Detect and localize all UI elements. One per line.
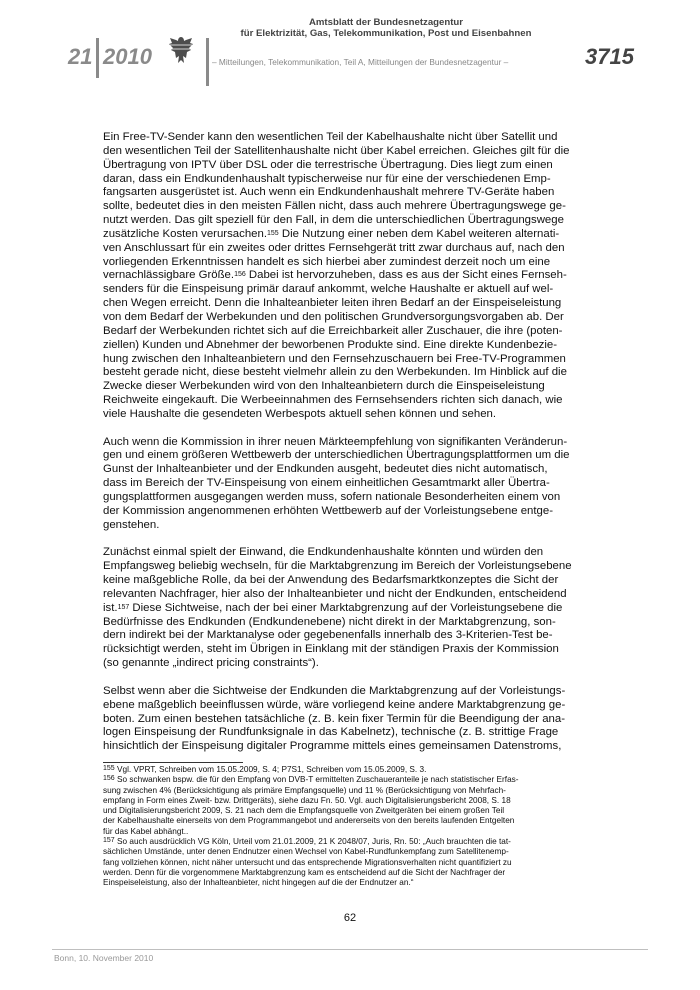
footnote-155 xyxy=(103,765,597,775)
footnote-line: $^{156}$ So schwanken bspw. die für den Empfang von DVB-T ermittelten Zuschaueranteile je nach statistischer Erfas- xyxy=(103,775,519,785)
paragraph-line: Reichweite eingekauft. Die Werbeeinnahmen des Fernsehsenders richten sich danach, wie xyxy=(103,394,563,407)
paragraph-line: Gunst der Inhalteanbieter und der Endkunden ausgeht, bedeutet dies nicht automatisch, xyxy=(103,463,548,476)
paragraph-1 xyxy=(103,131,597,422)
paragraph-line: ven Anschlussart für ein zweites oder drittes Fernsehgerät tritt zwar durchaus auf, nach den xyxy=(103,241,565,254)
paragraph-line: den wesentlichen Teil der Satellitenhaushalte nicht über Kabel erreichen. Gleiches gilt für die xyxy=(103,144,570,157)
footnote-ref: 157 xyxy=(117,603,130,611)
footnote-line: fang vollziehen können, nicht näher untersucht und das entsprechende Migrationsverhalten nicht quantifiziert zu xyxy=(103,857,512,867)
footnotes xyxy=(103,765,597,889)
paragraph-line: fangsarten ausgerüstet ist. Auch wenn ein Endkundenhaushalt mehrere TV-Geräte haben xyxy=(103,186,555,199)
paragraph-line: der Kommission angenommenen erhöhten Wettbewerb auf der Vorleistungsebene entge- xyxy=(103,504,553,517)
paragraph-line: Ein Free-TV-Sender kann den wesentlichen Teil der Kabelhaushalte nicht über Satellit und xyxy=(103,131,558,143)
paragraph-line: gen und einem größeren Wettbewerb der unterschiedlichen Übertragungsplattformen um die xyxy=(103,449,570,462)
paragraph-3 xyxy=(103,546,597,671)
paragraph-line: zusätzliche Kosten verursachen.$^{155}$ Die Nutzung einer neben dem Kabel weiteren alternati- xyxy=(103,227,560,240)
federal-eagle-icon xyxy=(166,34,196,68)
paragraph-line: boten. Zum einen bestehen tatsächliche (z. B. kein fixer Termin für die Beendigung der ana- xyxy=(103,712,566,725)
footer-date: Bonn, 10. November 2010 xyxy=(54,953,154,963)
paragraph-line: Bedürfnisse des Endkunden (Endkundenebene) nicht direkt in der Marktabgrenzung, son- xyxy=(103,615,556,628)
paragraph-line: dass im Bereich der TV-Einspeisung von einem einheitlichen Gesamtmarkt aller Übertra- xyxy=(103,477,550,490)
footnote-line: empfang in Form eines Zweit- bzw. Drittgeräts), siehe dazu Fn. 50. Vgl. auch Digitalisierungsbericht 2008, S. 18 xyxy=(103,795,511,805)
footnote-line: und Digitalisierungsbericht 2009, S. 21 nach dem die Empfangsquelle von Zweitgeräten bei einem großen Teil xyxy=(103,806,505,816)
section-subtitle: – Mitteilungen, Telekommunikation, Teil A, Mitteilungen der Bundesnetzagentur – xyxy=(212,57,509,67)
footnote-line: werden. Denn für die vorgenommene Marktabgrenzung kam es entscheidend auf die Sicht der Nachfrager der xyxy=(103,867,506,877)
paragraph-line: relevanten Nachfrager, hier also der Inhalteanbieter und nicht der Endkunden, entscheidend xyxy=(103,587,567,600)
footnote-line: Einspeiseleistung, also der Inhalteanbieter, nicht hingegen auf die der Endnutzer an.“ xyxy=(103,878,414,888)
paragraph-line: chen Wegen erreicht. Denn die Inhalteanbieter leiten ihren Bedarf an der Einspeiseleistung xyxy=(103,297,562,310)
footnote-ref: 155 xyxy=(267,229,279,237)
paragraph-line: hung zwischen den Inhalteanbietern und den Fernsehzuschauern bei Free-TV-Programmen xyxy=(103,352,566,365)
paragraph-2 xyxy=(103,436,597,533)
paragraph-line: von dem Bedarf der Werbekunden und den politischen Grundversorgungsvorgaben ab. Der xyxy=(103,310,564,323)
footnote-line: $^{155}$ Vgl. VPRT, Schreiben vom 15.05.2009, S. 4; P7S1, Schreiben vom 15.05.2009, S. 3. xyxy=(103,765,427,774)
paragraph-4 xyxy=(103,685,597,754)
paragraph-line: hinsichtlich der Einspeisung digitaler Programme mittels eines gemeinsamen Datenstroms, xyxy=(103,740,562,753)
paragraph-line: keine maßgebliche Rolle, da bei der Anwendung des Bedarfsmarktkonzeptes die Sicht der xyxy=(103,574,559,587)
publication-subtitle: für Elektrizität, Gas, Telekommunikation, Post und Eisenbahnen xyxy=(240,28,532,39)
paragraph-line: logen Einspeisung der Rundfunksignale in das Kabelnetz), technische (z. B. strittige Frage xyxy=(103,726,559,739)
main-text xyxy=(103,131,597,768)
paragraph-line: Empfangsweg beliebig wechseln, für die Marktabgrenzung im Bereich der Vorleistungsebene xyxy=(103,560,572,573)
paragraph-line: ziellen) Kunden und Abnehmer der beworbenen Produkte sind. Eine direkte Kundenbezie- xyxy=(103,338,558,351)
footnote-line: sächlichen Umstände, unter denen Endnutzer einen Wechsel von Kabel-Rundfunkempfang zum Satellitenemp- xyxy=(103,847,509,857)
paragraph-line: senders für die Einspeisung primär darauf ankommt, welche Haushalte er aktuell auf wel- xyxy=(103,283,554,296)
paragraph-line: ist.$^{157}$ Diese Sichtweise, nach der bei einer Marktabgrenzung auf der Vorleistungsebene die xyxy=(103,601,563,614)
page-number: 3715 xyxy=(585,44,634,69)
footnote-156 xyxy=(103,775,597,837)
paragraph-line: vorliegenden Erkenntnissen handelt es sich hierbei aber zumindest derzeit noch um eine xyxy=(103,255,551,268)
paragraph-line: Bedarf der Werbekunden richtet sich auf die Erreichbarkeit aller Zuschauer, die ihre (poten- xyxy=(103,324,563,337)
paragraph-line: Zwecke dieser Werbekunden wird von den Inhalteanbietern durch die Einspeiseleistung xyxy=(103,380,545,393)
footnote-ref: 157 xyxy=(103,837,115,845)
paragraph-line: dern indirekt bei der Marktanalyse oder gegebenenfalls innerhalb des 3-Kriterien-Test be- xyxy=(103,629,553,642)
header-divider xyxy=(206,38,209,86)
paragraph-line: viele Haushalte die gesendeten Werbespots aktuell sehen können und sehen. xyxy=(103,407,497,420)
footnote-line: der Kabelhaushalte einerseits von dem Programmangebot und andererseits von den bereits laufenden Entgelten xyxy=(103,816,515,826)
paragraph-line: genstehen. xyxy=(103,518,160,531)
issue-divider xyxy=(96,38,99,78)
footnote-line: für das Kabel abhängt.. xyxy=(103,826,189,836)
footnote-line: sung zwischen 4% (Berücksichtigung als primäre Empfangsquelle) und 11 % (Berücksichtigung von Mehrfach- xyxy=(103,785,506,795)
page-center-number: 62 xyxy=(343,912,357,924)
paragraph-line: nutzt werden. Das gilt speziell für den Fall, in dem die unterschiedlichen Übertragungswege xyxy=(103,214,564,227)
footnote-line: $^{157}$ So auch ausdrücklich VG Köln, Urteil vom 21.01.2009, 21 K 2048/07, Juris, Rn. 50: „Auch brauchten die tat- xyxy=(103,837,511,847)
paragraph-line: vernachlässigbare Größe.$^{156}$ Dabei ist hervorzuheben, dass es aus der Sicht eines Fernseh- xyxy=(103,269,567,282)
paragraph-line: Selbst wenn aber die Sichtweise der Endkunden die Marktabgrenzung auf der Vorleistungs- xyxy=(103,684,566,697)
footnote-separator xyxy=(103,762,243,763)
footnote-157 xyxy=(103,837,597,888)
paragraph-line: (so genannte „indirect pricing constraints“). xyxy=(103,657,319,670)
issue-number: 21 xyxy=(68,44,93,69)
paragraph-line: gungsplattformen ausgegangen werden muss, sofern nationale Besonderheiten einem von xyxy=(103,490,561,503)
paragraph-line: besteht gerade nicht, diese besteht vielmehr allein zu den Werbekunden. Im Hinblick auf die xyxy=(103,366,567,379)
paragraph-line: rücksichtigt werden, steht im Übrigen in Einklang mit der ständigen Praxis der Kommission xyxy=(103,643,559,656)
publication-title: Amtsblatt der Bundesnetzagentur xyxy=(308,17,464,28)
paragraph-line: ebene maßgeblich beeinflussen würde, wäre vorliegend keine andere Marktabgrenzung ge- xyxy=(103,698,566,711)
paragraph-line: Zunächst einmal spielt der Einwand, die Endkundenhaushalte könnten und würden den xyxy=(103,546,544,559)
footnote-ref: 155 xyxy=(103,765,115,772)
footnote-ref: 156 xyxy=(103,775,115,783)
paragraph-line: Übertragung von IPTV über DSL oder die terrestrische Übertragung. Dies liegt zum einen xyxy=(103,158,553,171)
paragraph-line: Auch wenn die Kommission in ihrer neuen Märkteempfehlung von signifikanten Veränderun- xyxy=(103,435,568,448)
footnote-ref: 156 xyxy=(234,271,246,279)
footer-rule xyxy=(52,949,648,950)
paragraph-line: daran, dass ein Endkundenhaushalt typischerweise nur für eine der verschiedenen Emp- xyxy=(103,172,551,185)
issue-year: 2010 xyxy=(103,44,152,69)
paragraph-line: sollte, bedeutet dies in den meisten Fällen nicht, dass auch mehrere Übertragungswege ge- xyxy=(103,200,566,213)
